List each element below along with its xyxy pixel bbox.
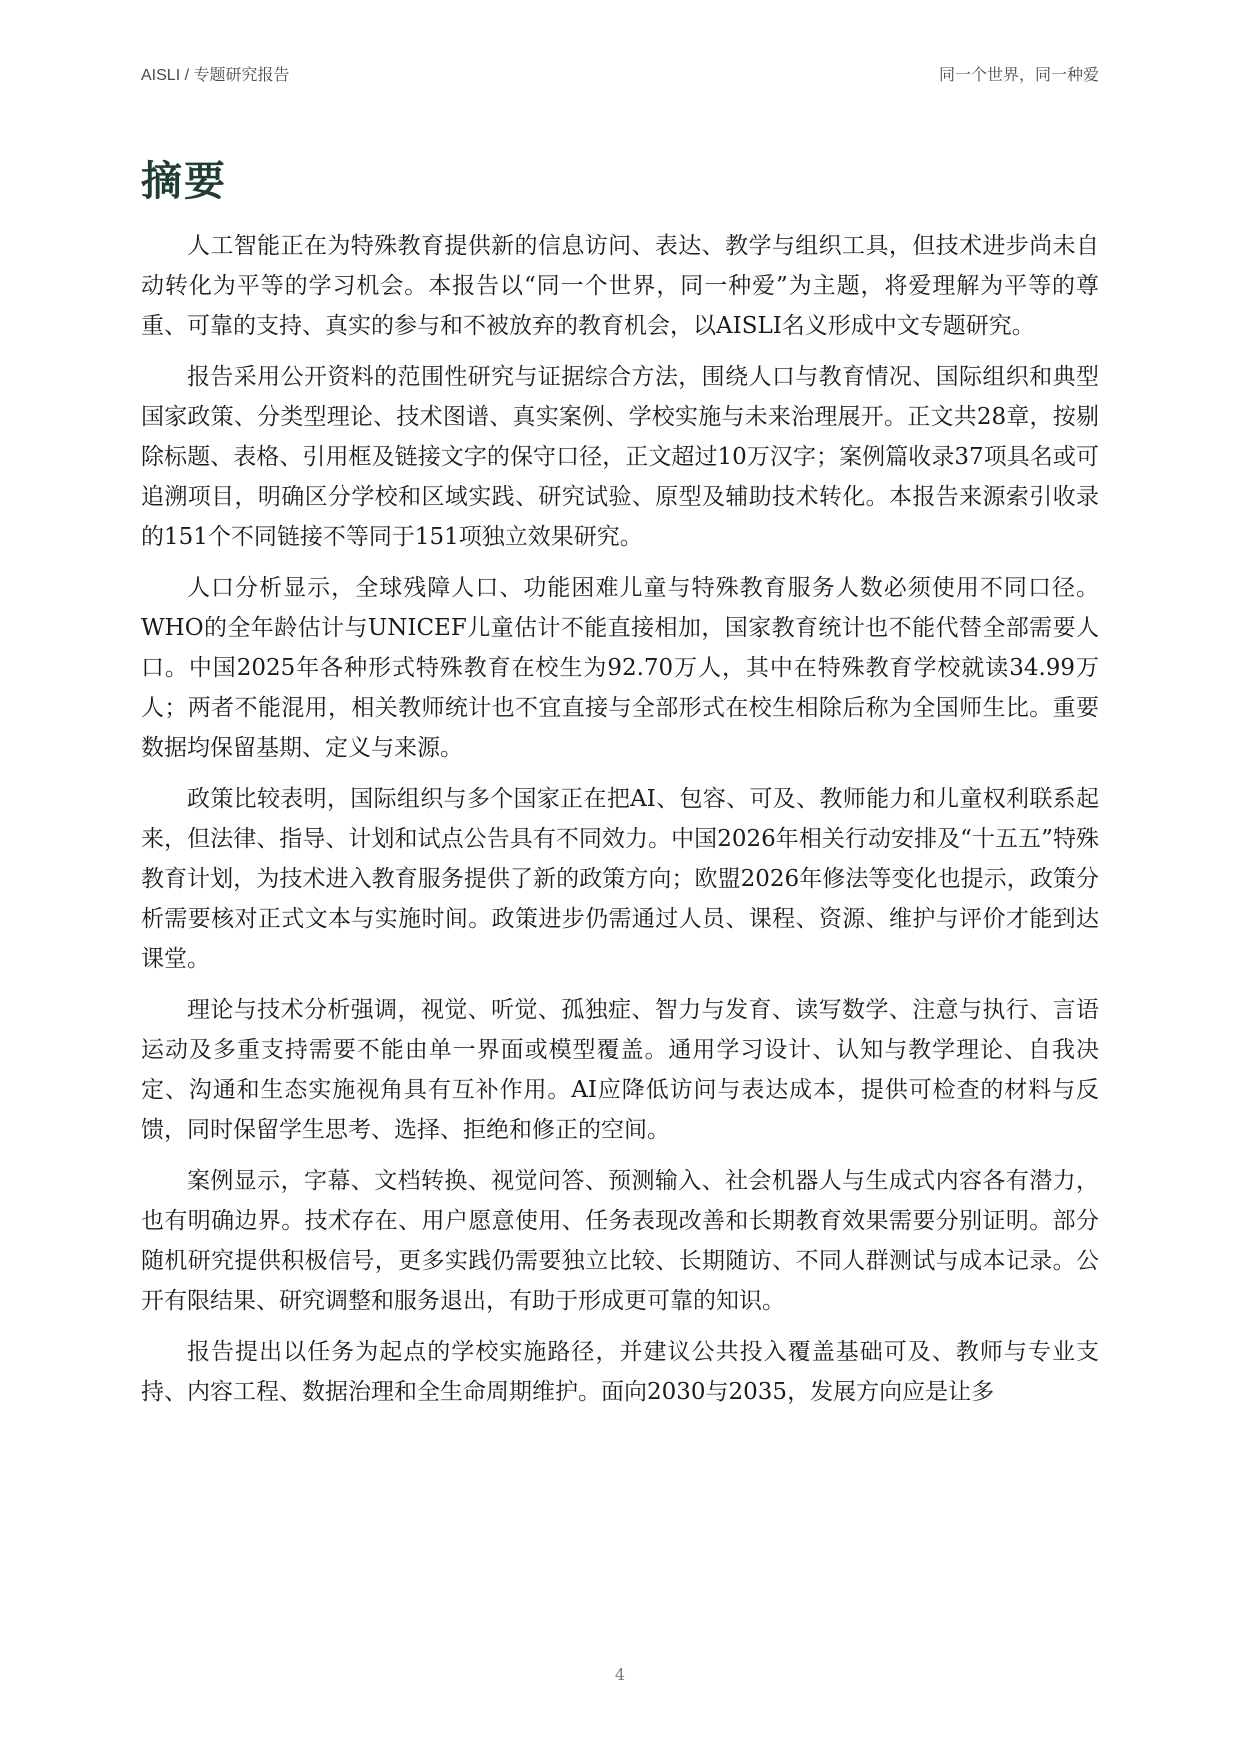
paragraph: 政策比较表明，国际组织与多个国家正在把AI、包容、可及、教师能力和儿童权利联系起来，但法律、指导、计划和试点公告具有不同效力。中国2026年相关行动安排及“十五五”特殊教育计划，为技术进入教育服务提供了新的政策方向；欧盟2026年修法等变化也提示，政策分析需要核对正式文本与实施时间。政策进步仍需通过人员、课程、资源、维护与评价才能到达课堂。	[141, 786, 1099, 972]
header-theme-label: 同一个世界，同一种爱	[938, 67, 1099, 84]
page-number: 4	[614, 1665, 626, 1684]
running-header	[141, 62, 1099, 86]
paragraph: 报告提出以任务为起点的学校实施路径，并建议公共投入覆盖基础可及、教师与专业支持、内容工程、数据治理和全生命周期维护。面向2030与2035，发展方向应是让多	[141, 1339, 1099, 1405]
paragraph: 人工智能正在为特殊教育提供新的信息访问、表达、教学与组织工具，但技术进步尚未自动转化为平等的学习机会。本报告以“同一个世界，同一种爱”为主题，将爱理解为平等的尊重、可靠的支持、真实的参与和不被放弃的教育机会，以AISLI名义形成中文专题研究。	[141, 233, 1099, 339]
paragraph: 人口分析显示，全球残障人口、功能困难儿童与特殊教育服务人数必须使用不同口径。WHO的全年龄估计与UNICEF儿童估计不能直接相加，国家教育统计也不能代替全部需要人口。中国2025年各种形式特殊教育在校生为92.70万人，其中在特殊教育学校就读34.99万人；两者不能混用，相关教师统计也不宜直接与全部形式在校生相除后称为全国师生比。重要数据均保留基期、定义与来源。	[141, 575, 1099, 761]
paragraph: 报告采用公开资料的范围性研究与证据综合方法，围绕人口与教育情况、国际组织和典型国家政策、分类型理论、技术图谱、真实案例、学校实施与未来治理展开。正文共28章，按剔除标题、表格、引用框及链接文字的保守口径，正文超过10万汉字；案例篇收录37项具名或可追溯项目，明确区分学校和区域实践、研究试验、原型及辅助技术转化。本报告来源索引收录的151个不同链接不等同于151项独立效果研究。	[141, 364, 1099, 550]
section-heading: 摘要	[141, 157, 227, 205]
paragraph: 理论与技术分析强调，视觉、听觉、孤独症、智力与发育、读写数学、注意与执行、言语运动及多重支持需要不能由单一界面或模型覆盖。通用学习设计、认知与教学理论、自我决定、沟通和生态实施视角具有互补作用。AI应降低访问与表达成本，提供可检查的材料与反馈，同时保留学生思考、选择、拒绝和修正的空间。	[141, 997, 1099, 1143]
header-org-label: AISLI / 专题研究报告	[141, 67, 290, 84]
abstract-body	[141, 226, 1099, 1423]
paragraph: 案例显示，字幕、文档转换、视觉问答、预测输入、社会机器人与生成式内容各有潜力，也有明确边界。技术存在、用户愿意使用、任务表现改善和长期教育效果需要分别证明。部分随机研究提供积极信号，更多实践仍需要独立比较、长期随访、不同人群测试与成本记录。公开有限结果、研究调整和服务退出，有助于形成更可靠的知识。	[141, 1168, 1099, 1314]
